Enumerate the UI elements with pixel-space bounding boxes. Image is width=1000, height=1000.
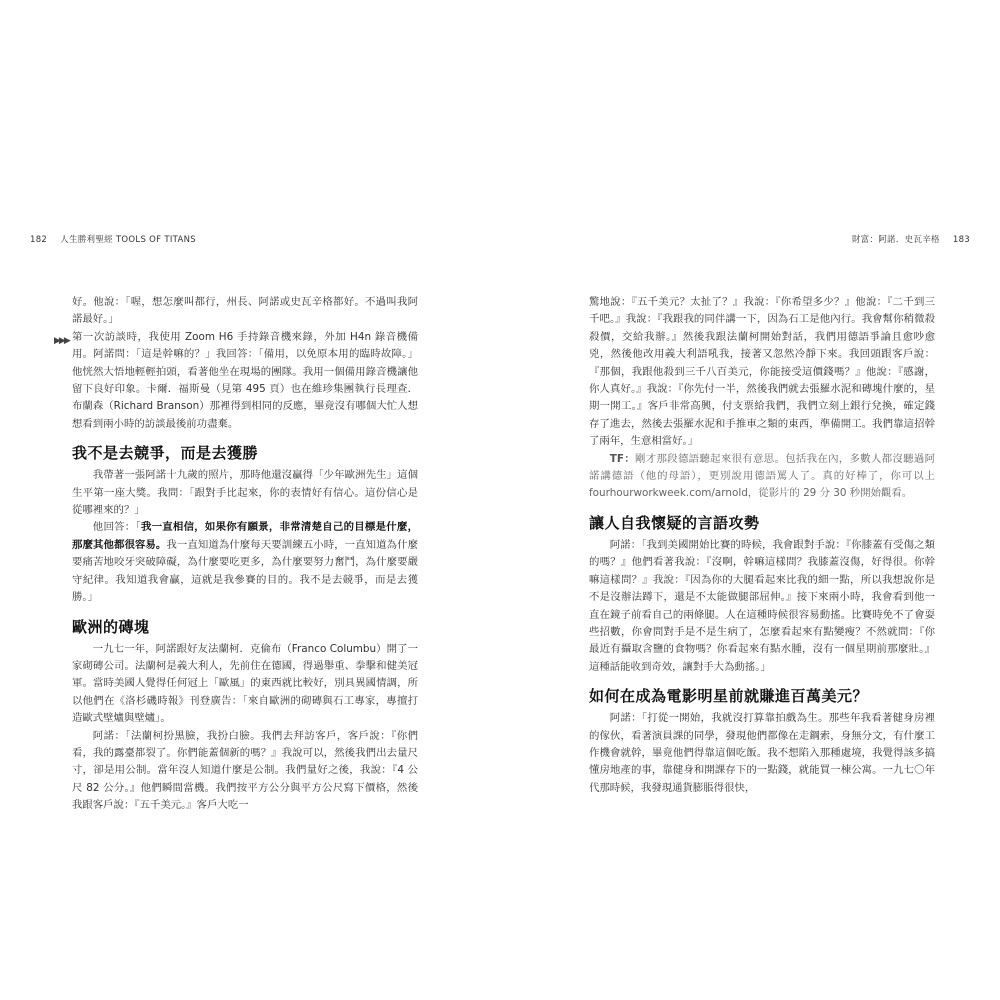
section-heading: 如何在成為電影明星前就賺進百萬美元？	[589, 687, 869, 706]
left-running-header	[30, 233, 196, 245]
paragraph-with-emphasis	[72, 519, 418, 606]
paragraph: 阿諾：「我到美國開始比賽的時候，我會跟對手說：『你膝蓋有受傷之類的嗎？』他們看著我說：『沒啊，幹嘛這樣問？我膝蓋沒傷，好得很。你幹嘛這樣問？』我說：『因為你的大腿看起來比我的細一點，所以我想說你是不是沒辦法蹲下，還是不太能做腿部屈伸。』接下來兩小時，我會看到他一直在鏡子前看自己的兩條腿。人在這種時候很容易動搖。比賽時免不了會耍些招數，你會問對手是不是生病了，怎麼看起來有點變瘦？不然就問：『你最近有攝取含鹽的食物嗎？你看起來有點水腫，沒有一個星期前那麼壯。』這種話能收到奇效，讓對手大為動搖。」	[589, 538, 935, 673]
left-book-title: 人生勝利聖經 TOOLS OF TITANS	[60, 235, 196, 245]
paragraph: 一九七一年，阿諾跟好友法蘭柯．克倫布（Franco Columbu）開了一家砌磚公司。法蘭柯是義大利人，先前住在德國，得過舉重、拳擊和健美冠軍。當時美國人覺得任何冠上「歐風」的東西就比較好，別具異國情調，所以他們在《洛杉磯時報》刊登廣告：「來自歐洲的砌磚與石工專家，專擅打造歐式壁爐與壁爐」。	[72, 642, 418, 725]
paragraph-text: 第一次訪談時，我使用 Zoom H6 手持錄音機來錄，外加 H4n 錄音機備用。阿諾問：「這是幹嘛的？」我回答：「備用，以免原本用的臨時故障。」他恍然大悟地輕輕拍頭，看著他坐在現場的團隊。我用一個備用錄音機讓他留下良好印象。卡爾．福斯曼（見第 495 頁）也在維珍集團執行長理查．布蘭森（Richard Branson）那裡得到相同的反應，畢竟沒有哪個大忙人想想看到兩小時的訪談最後前功盡棄。	[72, 330, 418, 430]
left-page-number: 182	[30, 235, 48, 245]
right-chapter-title: 財富：阿諾．史瓦辛格	[851, 235, 940, 245]
paragraph: 驚地說：『五千美元？太扯了？』我說：『你希望多少？』他說：『二千到三千吧。』我說：『我跟我的同伴講一下，因為石工是他內行。我會幫你稍微殺殺價，交給我辦。』然後我跟法蘭柯開始對話，我們用德語爭論且愈吵愈兇，然後他改用義大利語吼我，接著又忽然冷靜下來。我回頭跟客戶說：『那個，我跟他殺到三千八百美元，你能接受這價錢嗎？』他說：『感謝，你人真好。』我說：『你先付一半，然後我們就去張羅水泥和磚塊什麼的，星期一開工。』客戶非常高興，付支票給我們，我們立刻上銀行兌換，確定錢存了進去，然後去張羅水泥和手推車之類的東西，準備開工。我們靠這招幹了兩年，生意相當好。」	[589, 296, 935, 448]
margin-arrow-icon: ▶▶▶	[54, 335, 69, 346]
tf-label: TF：	[609, 452, 636, 465]
right-page-number: 183	[952, 235, 970, 245]
tf-note-text: 剛才那段德語聽起來很有意思。包括我在內，多數人都沒聽過阿諾講德語（他的母語），更別說用德語罵人了。真的好棒了，你可以上 fourhourworkweek.com/arnold，從影片的 29 分 30 秒開始觀看。	[589, 452, 936, 500]
left-page-column	[54, 294, 418, 815]
quote-open: 他回答：「	[92, 521, 141, 534]
section-heading: 歐洲的磚塊	[72, 617, 150, 636]
paragraph: 好。他說：「喔，想怎麼叫都行，州長、阿諾或史瓦辛格都好。不過叫我阿諾最好。」	[72, 296, 418, 326]
section-heading: 我不是去競爭，而是去獲勝	[72, 444, 259, 463]
paragraph: 阿諾：「法蘭柯扮黑臉，我扮白臉。我們去拜訪客戶，客戶說：『你們看，我的露臺都裂了。你們能蓋個新的嗎？』我說可以，然後我們出去量尺寸，卻是用公制。當年沒人知道什麼是公制。我們量好之後，我說：『4 公尺 82 公分。』他們瞬間當機。我們按平方公分與平方公尺寫下價格，然後我跟客戶說：『五千美元。』客戶大吃一	[72, 729, 418, 812]
bold-quote: 我一直相信，如果你有願景，非常清楚自己的目標是什麼，那麼其他都很容易。	[72, 521, 418, 551]
section-heading: 讓人自我懷疑的言語攻勢	[589, 513, 760, 532]
paragraph-with-margin-marker	[54, 329, 418, 433]
paragraph: 阿諾：「打從一開始，我就沒打算靠拍戲為生。那些年我看著健身房裡的傢伙，看著演員課的同學，發現他們都像在走鋼索，身無分文，有什麼工作機會就幹，畢竟他們得靠這個吃飯。我不想陷入那種處境，我覺得該多搞懂房地產的事，靠健身和開課存下的一點錢，就能買一棟公寓。一九七〇年代那時候，我發現通貨膨脹得很快，	[589, 712, 935, 794]
tf-note	[589, 451, 935, 503]
right-page-column	[589, 294, 935, 797]
right-running-header	[852, 233, 970, 245]
paragraph: 我帶著一張阿諾十九歲的照片，那時他還沒贏得「少年歐洲先生」這個生平第一座大獎。我問：「跟對手比起來，你的表情好有信心。這份信心是從哪裡來的？」	[72, 469, 418, 517]
quote-rest: 我一直知道為什麼每天要訓練五小時，一直知道為什麼要痛苦地咬牙突破障礙，為什麼要吃更多，為什麼要努力奮鬥，為什麼要嚴守紀律。我知道我會贏，這就是我參賽的目的。我不是去競爭，而是去獲勝。」	[72, 538, 418, 604]
